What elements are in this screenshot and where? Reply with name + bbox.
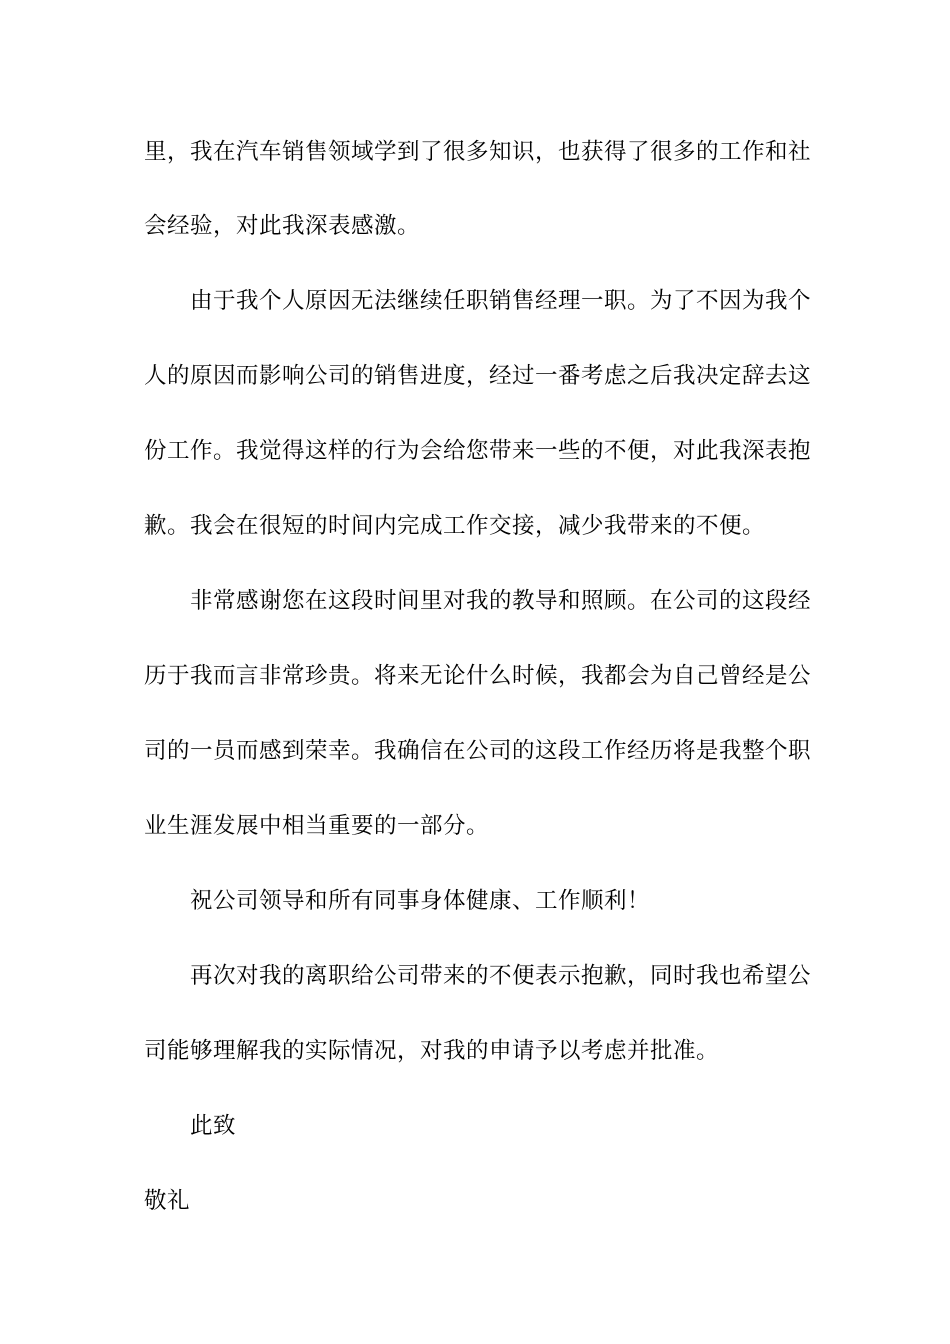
paragraph-2-line-1: 由于我个人原因无法继续任职销售经理一职。为了不因为我个 bbox=[190, 288, 812, 314]
closing-regards: 敬礼 bbox=[144, 1188, 191, 1214]
paragraph-5-line-2: 司能够理解我的实际情况，对我的申请予以考虑并批准。 bbox=[144, 1038, 720, 1064]
paragraph-2-line-3: 份工作。我觉得这样的行为会给您带来一些的不便，对此我深表抱 bbox=[144, 438, 812, 464]
paragraph-1-line-2: 会经验，对此我深表感激。 bbox=[144, 213, 421, 239]
paragraph-4-line-1: 祝公司领导和所有同事身体健康、工作顺利！ bbox=[190, 888, 651, 914]
paragraph-5-line-1: 再次对我的离职给公司带来的不便表示抱歉，同时我也希望公 bbox=[190, 963, 812, 989]
paragraph-2-line-2: 人的原因而影响公司的销售进度，经过一番考虑之后我决定辞去这 bbox=[144, 363, 812, 389]
paragraph-3-line-1: 非常感谢您在这段时间里对我的教导和照顾。在公司的这段经 bbox=[190, 588, 812, 614]
closing-salutation: 此致 bbox=[190, 1113, 237, 1139]
paragraph-1-line-1: 里，我在汽车销售领域学到了很多知识，也获得了很多的工作和社 bbox=[144, 139, 812, 165]
paragraph-3-line-3: 司的一员而感到荣幸。我确信在公司的这段工作经历将是我整个职 bbox=[144, 738, 812, 764]
paragraph-3-line-2: 历于我而言非常珍贵。将来无论什么时候，我都会为自己曾经是公 bbox=[144, 663, 812, 689]
paragraph-3-line-4: 业生涯发展中相当重要的一部分。 bbox=[144, 813, 490, 839]
paragraph-2-line-4: 歉。我会在很短的时间内完成工作交接，减少我带来的不便。 bbox=[144, 513, 766, 539]
